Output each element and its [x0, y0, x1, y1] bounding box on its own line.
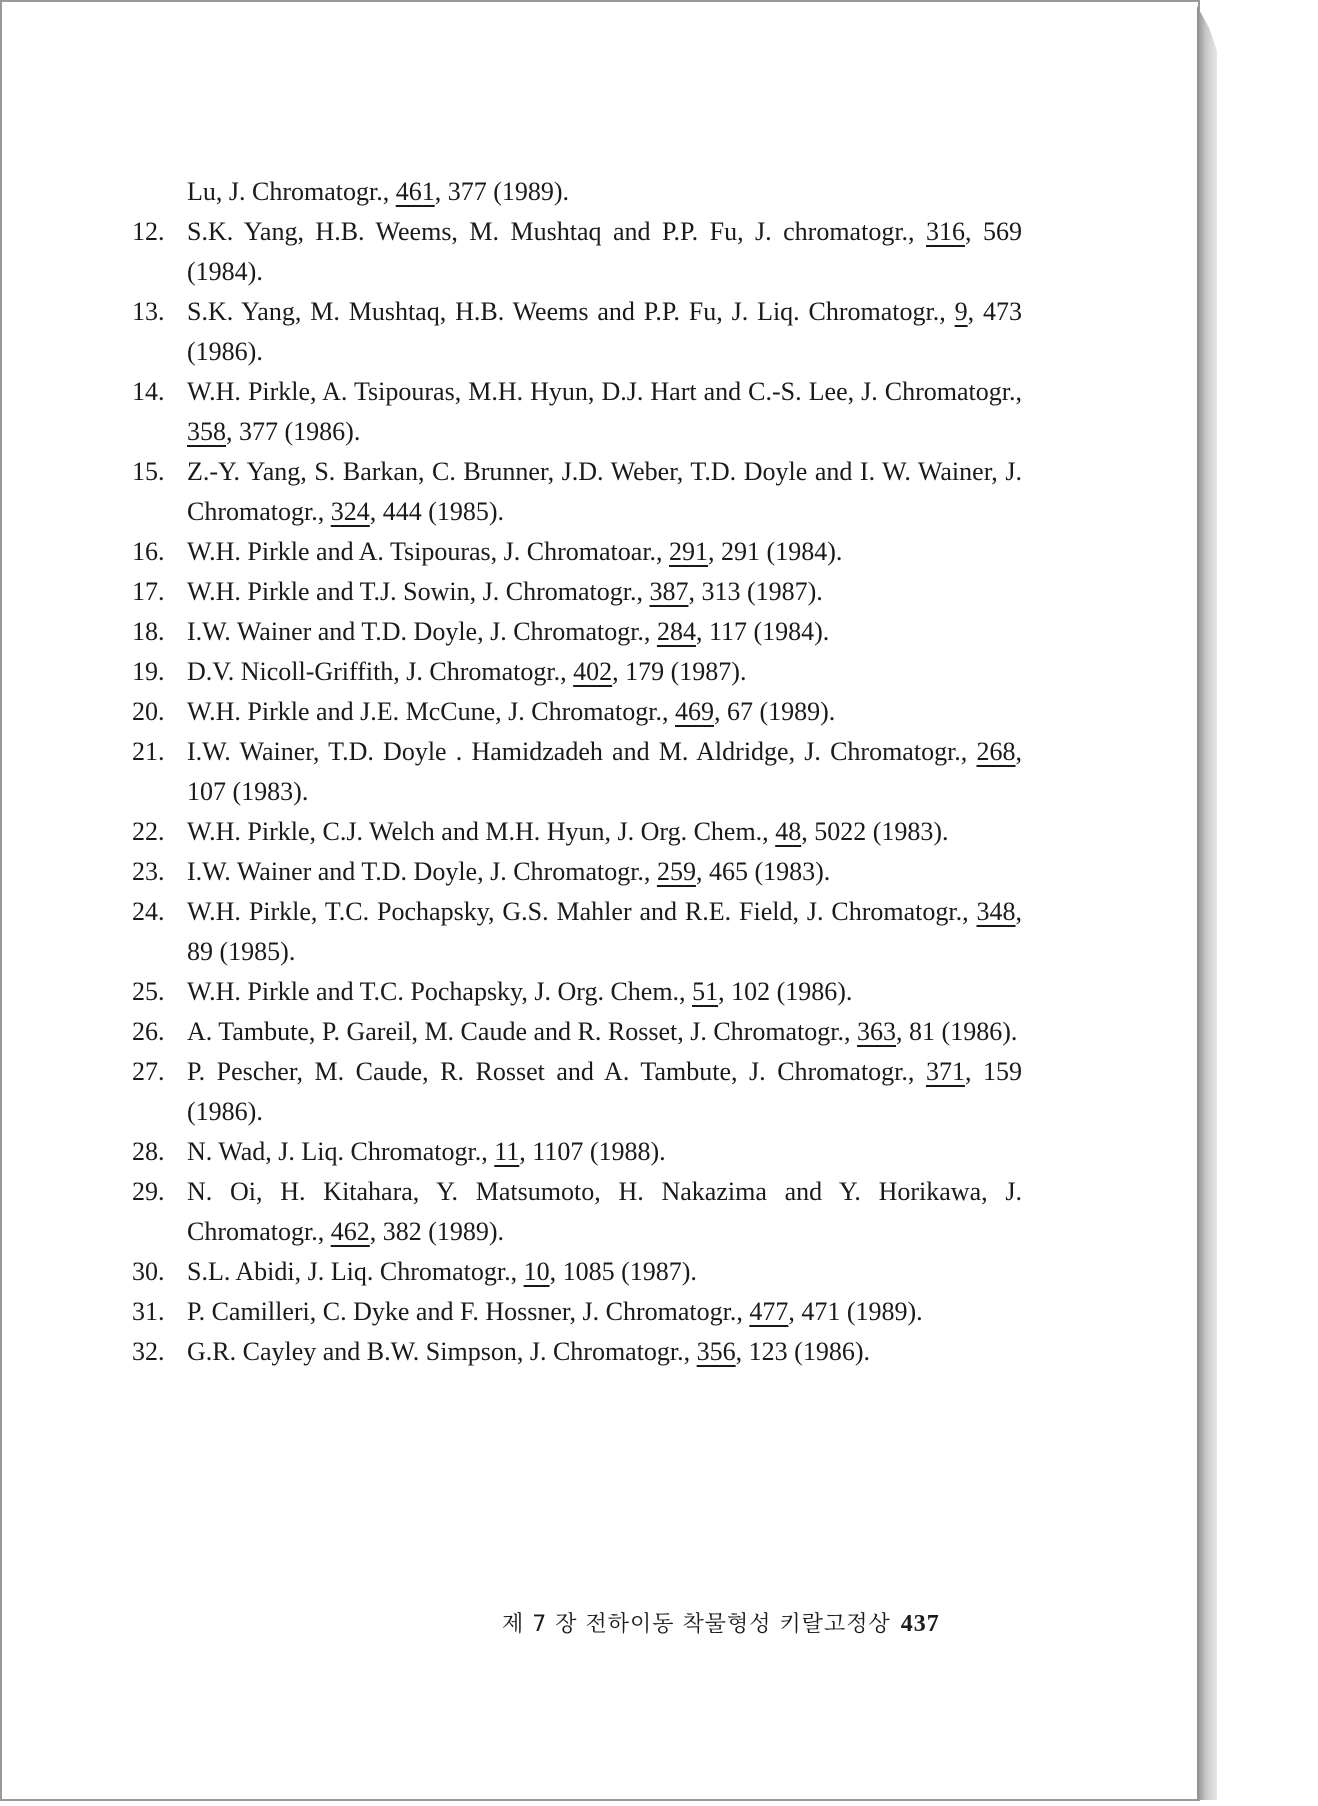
reference-text: I.W. Wainer, T.D. Doyle . Hamidzadeh and M. Aldridge, J. Chromatogr.,	[187, 737, 977, 766]
reference-volume: 51	[692, 977, 719, 1006]
reference-volume: 324	[330, 497, 370, 526]
reference-number: 21.	[132, 737, 165, 766]
reference-text: Z.-Y. Yang, S. Barkan, C. Brunner, J.D. Weber, T.D. Doyle and I. W. Wainer, J. Chromatogr.,	[187, 457, 1022, 526]
reference-text: W.H. Pirkle and A. Tsipouras, J. Chromatoar.,	[187, 537, 670, 566]
reference-item	[132, 1132, 1022, 1172]
reference-text: N. Wad, J. Liq. Chromatogr.,	[187, 1137, 495, 1166]
reference-pages: , 159 (1986).	[187, 1057, 1023, 1126]
reference-pages: , 569 (1984).	[187, 217, 1022, 286]
reference-number: 23.	[132, 857, 165, 886]
reference-text: S.K. Yang, H.B. Weems, M. Mushtaq and P.P. Fu, J. chromatogr.,	[187, 217, 927, 246]
reference-item	[132, 812, 1022, 852]
reference-item	[132, 852, 1022, 892]
reference-item	[132, 452, 1022, 532]
reference-item	[132, 372, 1022, 452]
reference-pages: , 89 (1985).	[187, 897, 1022, 966]
reference-pages: , 1085 (1987).	[549, 1257, 697, 1286]
reference-item	[132, 972, 1022, 1012]
reference-pages: , 471 (1989).	[788, 1297, 923, 1326]
reference-volume: 402	[573, 657, 613, 686]
reference-number: 32.	[132, 1337, 165, 1366]
reference-number: 26.	[132, 1017, 165, 1046]
reference-number: 29.	[132, 1177, 165, 1206]
reference-pages: , 473 (1986).	[187, 297, 1022, 366]
reference-text: Lu, J. Chromatogr.,	[187, 177, 396, 206]
reference-pages: , 465 (1983).	[695, 857, 831, 886]
reference-volume: 371	[925, 1057, 965, 1086]
reference-list	[132, 172, 1022, 1372]
reference-text: I.W. Wainer and T.D. Doyle, J. Chromatogr.,	[187, 617, 657, 646]
reference-number: 30.	[132, 1257, 165, 1286]
reference-volume: 358	[187, 417, 226, 446]
reference-number: 31.	[132, 1297, 165, 1326]
reference-item	[132, 1332, 1022, 1372]
reference-text: I.W. Wainer and T.D. Doyle, J. Chromatogr.,	[187, 857, 657, 886]
reference-volume: 259	[656, 857, 696, 886]
reference-number: 19.	[132, 657, 165, 686]
reference-item	[132, 1292, 1022, 1332]
reference-volume: 11	[494, 1137, 520, 1166]
reference-item	[132, 732, 1022, 812]
reference-volume: 9	[954, 297, 968, 326]
reference-text: W.H. Pirkle, C.J. Welch and M.H. Hyun, J. Org. Chem.,	[187, 817, 776, 846]
reference-pages: , 377 (1986).	[226, 417, 361, 446]
reference-number: 16.	[132, 537, 165, 566]
reference-pages: , 5022 (1983).	[801, 817, 949, 846]
reference-pages: , 377 (1989).	[434, 177, 570, 206]
reference-pages: , 179 (1987).	[612, 657, 747, 686]
chapter-title: 제 7 장 전하이동 착물형성 키랄고정상	[502, 1612, 891, 1637]
reference-number: 15.	[132, 457, 165, 486]
page-edge-shadow	[1197, 6, 1217, 1800]
reference-item	[132, 1052, 1022, 1132]
reference-item	[132, 1172, 1022, 1252]
reference-number: 14.	[132, 377, 165, 406]
reference-text: W.H. Pirkle and J.E. McCune, J. Chromatogr.,	[187, 697, 675, 726]
reference-text: A. Tambute, P. Gareil, M. Caude and R. Rosset, J. Chromatogr.,	[187, 1017, 858, 1046]
reference-item	[132, 1252, 1022, 1292]
reference-pages: , 1107 (1988).	[519, 1137, 666, 1166]
reference-volume: 348	[976, 897, 1016, 926]
reference-pages: , 67 (1989).	[713, 697, 836, 726]
reference-item	[132, 212, 1022, 292]
reference-volume: 462	[330, 1217, 370, 1246]
running-footer	[502, 1607, 940, 1638]
reference-volume: 268	[976, 737, 1016, 766]
reference-item	[132, 1012, 1022, 1052]
reference-number: 18.	[132, 617, 165, 646]
reference-number: 28.	[132, 1137, 165, 1166]
reference-pages: , 123 (1986).	[735, 1337, 870, 1366]
reference-volume: 469	[674, 697, 714, 726]
reference-item	[132, 692, 1022, 732]
reference-volume: 461	[395, 177, 435, 206]
reference-volume: 363	[857, 1017, 897, 1046]
reference-volume: 284	[656, 617, 696, 646]
reference-number: 27.	[132, 1057, 165, 1086]
reference-text: W.H. Pirkle and T.J. Sowin, J. Chromatogr.,	[187, 577, 650, 606]
reference-volume: 10	[523, 1257, 550, 1286]
reference-pages: , 444 (1985).	[369, 497, 505, 526]
reference-number: 20.	[132, 697, 165, 726]
reference-text: N. Oi, H. Kitahara, Y. Matsumoto, H. Nakazima and Y. Horikawa, J. Chromatogr.,	[187, 1177, 1022, 1246]
reference-volume: 291	[669, 537, 709, 566]
reference-pages: , 102 (1986).	[718, 977, 853, 1006]
reference-pages: , 291 (1984).	[708, 537, 843, 566]
reference-text: W.H. Pirkle, T.C. Pochapsky, G.S. Mahler and R.E. Field, J. Chromatogr.,	[187, 897, 977, 926]
reference-text: S.K. Yang, M. Mushtaq, H.B. Weems and P.P. Fu, J. Liq. Chromatogr.,	[187, 297, 955, 326]
reference-text: P. Camilleri, C. Dyke and F. Hossner, J. Chromatogr.,	[187, 1297, 750, 1326]
reference-number: 13.	[132, 297, 165, 326]
reference-number: 17.	[132, 577, 165, 606]
reference-number: 22.	[132, 817, 165, 846]
reference-pages: , 81 (1986).	[896, 1017, 1018, 1046]
reference-item	[132, 612, 1022, 652]
reference-volume: 387	[649, 577, 689, 606]
reference-number: 25.	[132, 977, 165, 1006]
reference-item	[132, 572, 1022, 612]
reference-pages: , 117 (1984).	[695, 617, 830, 646]
reference-text: W.H. Pirkle, A. Tsipouras, M.H. Hyun, D.J. Hart and C.-S. Lee, J. Chromatogr.,	[187, 377, 1022, 406]
reference-volume: 356	[696, 1337, 736, 1366]
reference-volume: 48	[775, 817, 802, 846]
reference-pages: , 107 (1983).	[187, 737, 1022, 806]
reference-item	[132, 172, 1022, 212]
reference-item	[132, 892, 1022, 972]
reference-item	[132, 652, 1022, 692]
reference-pages: , 313 (1987).	[688, 577, 823, 606]
reference-text: S.L. Abidi, J. Liq. Chromatogr.,	[187, 1257, 524, 1286]
reference-text: D.V. Nicoll-Griffith, J. Chromatogr.,	[187, 657, 574, 686]
reference-item	[132, 292, 1022, 372]
reference-volume: 477	[749, 1297, 789, 1326]
page-number: 437	[900, 1611, 940, 1637]
reference-number: 24.	[132, 897, 165, 926]
reference-text: W.H. Pirkle and T.C. Pochapsky, J. Org. Chem.,	[187, 977, 693, 1006]
reference-text: G.R. Cayley and B.W. Simpson, J. Chromatogr.,	[187, 1337, 697, 1366]
reference-item	[132, 532, 1022, 572]
reference-volume: 316	[926, 217, 966, 246]
reference-number: 12.	[132, 217, 165, 246]
reference-pages: , 382 (1989).	[369, 1217, 505, 1246]
reference-text: P. Pescher, M. Caude, R. Rosset and A. Tambute, J. Chromatogr.,	[187, 1057, 926, 1086]
